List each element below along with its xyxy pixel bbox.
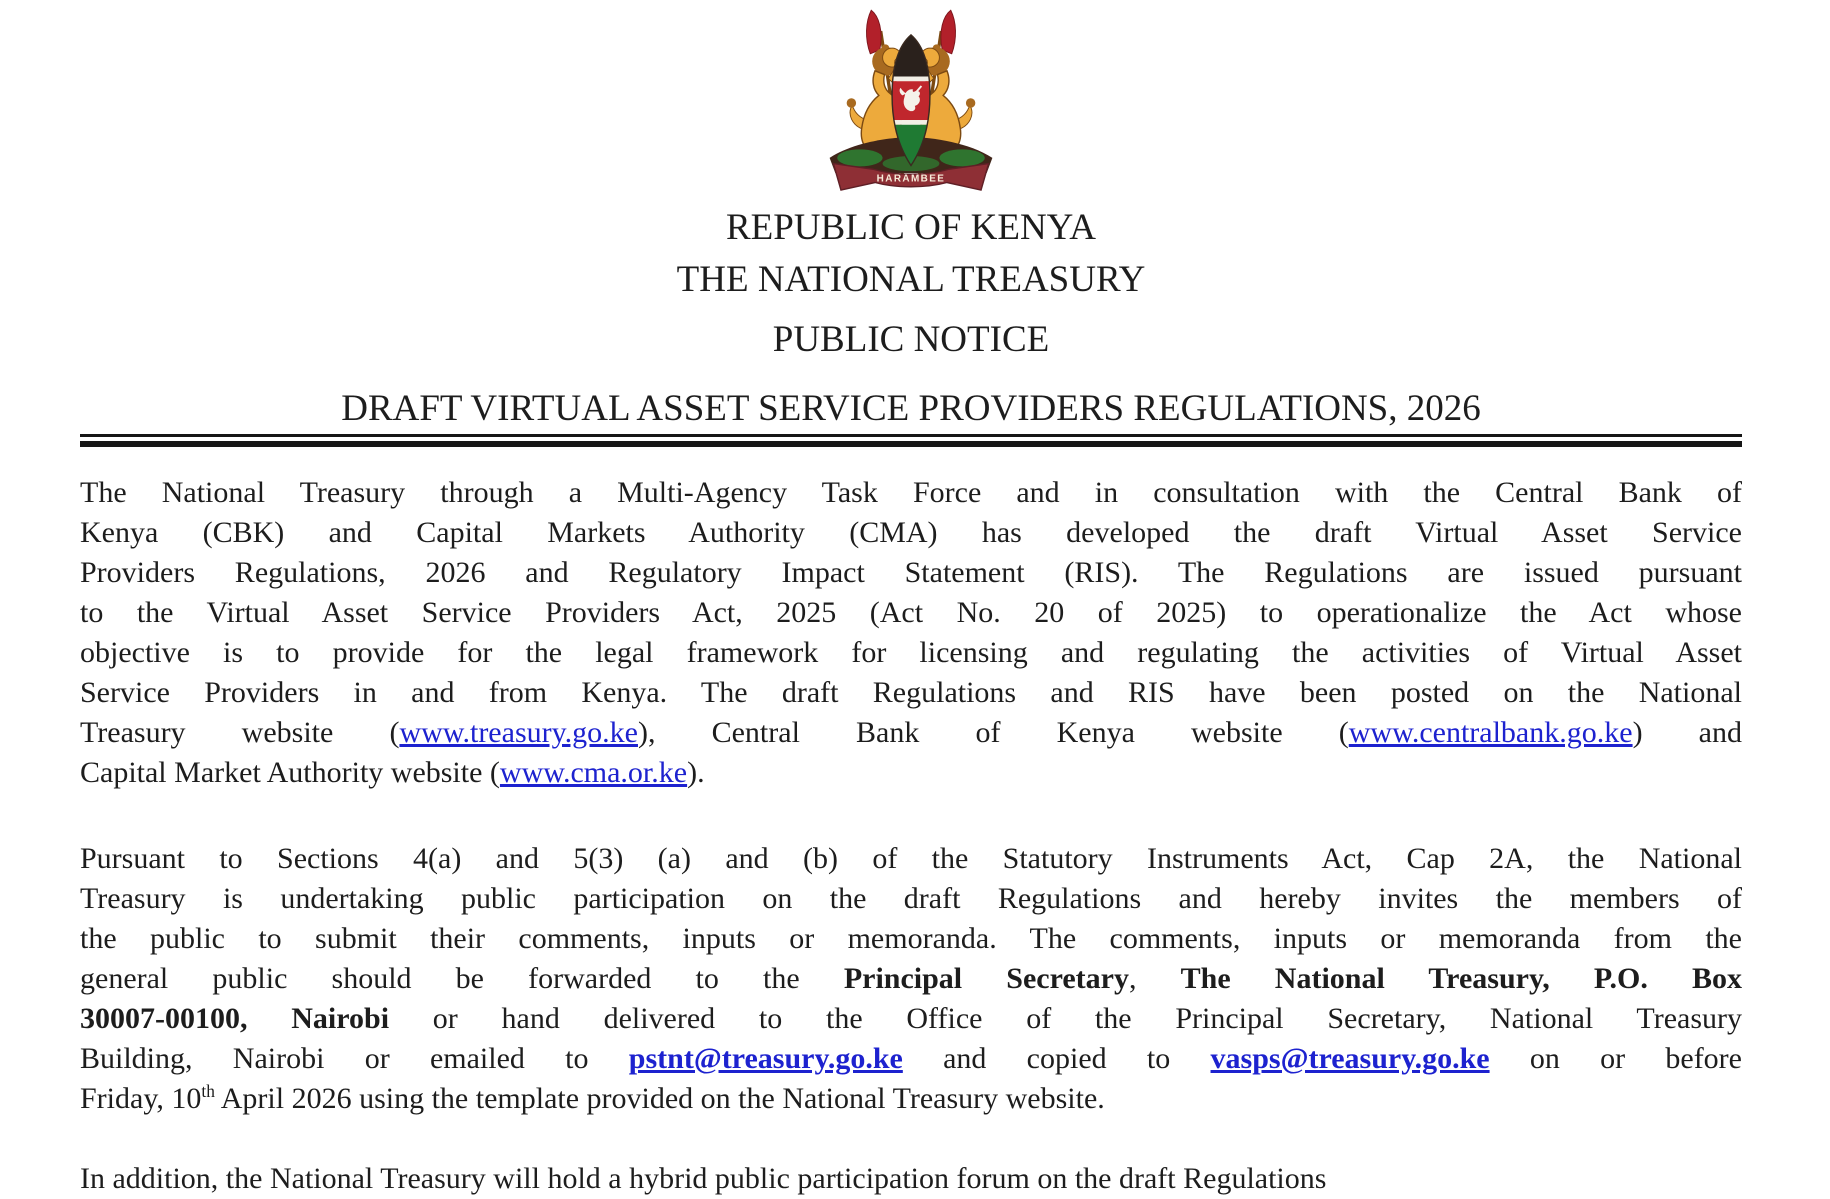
text-segment: The National Treasury through a Multi-Agency Task Force and in consultation with the Central Bank of <box>80 476 1742 509</box>
text-segment: In addition, the National Treasury will hold a hybrid public participation forum on the draft Regulations <box>80 1162 1327 1195</box>
institution-heading: THE NATIONAL TREASURY <box>676 259 1146 300</box>
centralbank-website-link[interactable]: www.centralbank.go.ke <box>1348 716 1633 749</box>
text-line <box>80 633 1742 673</box>
text-line <box>80 1159 1742 1199</box>
republic-heading: REPUBLIC OF KENYA <box>725 207 1097 248</box>
text-segment: th <box>201 1081 215 1101</box>
text-line <box>80 959 1742 999</box>
text-segment: Building, Nairobi or emailed to <box>80 1042 629 1075</box>
text-segment: general public should be forwarded to the <box>80 962 844 995</box>
notice-type-heading: PUBLIC NOTICE <box>772 319 1050 360</box>
text-segment: Capital Market Authority website ( <box>80 756 500 789</box>
text-segment: on or before <box>1489 1042 1742 1075</box>
text-line <box>80 999 1742 1039</box>
text-line <box>80 673 1742 713</box>
paragraph-2 <box>80 839 1742 1119</box>
text-line <box>80 1039 1742 1079</box>
text-segment: the public to submit their comments, inputs or memoranda. The comments, inputs or memoranda from the <box>80 922 1742 955</box>
kenya-coat-of-arms-icon <box>805 8 1017 198</box>
text-segment: and copied to <box>902 1042 1211 1075</box>
treasury-website-link[interactable]: www.treasury.go.ke <box>399 716 638 749</box>
text-segment: Kenya (CBK) and Capital Markets Authority (CMA) has developed the draft Virtual Asset Service <box>80 516 1742 549</box>
text-line <box>80 713 1742 753</box>
text-segment: ), Central Bank of Kenya website ( <box>637 716 1349 749</box>
text-segment: Service Providers in and from Kenya. The draft Regulations and RIS have been posted on the National <box>80 676 1742 709</box>
text-segment: Treasury is undertaking public participation on the draft Regulations and hereby invites the members of <box>80 882 1742 915</box>
text-segment: objective is to provide for the legal framework for licensing and regulating the activities of Virtual Asset <box>80 636 1742 669</box>
text-line <box>80 593 1742 633</box>
paragraph-1 <box>80 473 1742 793</box>
title-underline <box>80 434 1742 447</box>
text-segment: April 2026 using the template provided on the National Treasury website. <box>214 1082 1105 1115</box>
vasps-email-link[interactable]: vasps@treasury.go.ke <box>1210 1042 1490 1075</box>
text-segment: ). <box>687 756 705 789</box>
text-segment: or hand delivered to the Office of the Principal Secretary, National Treasury <box>389 1002 1742 1035</box>
text-segment: The National Treasury, P.O. Box <box>1180 962 1742 995</box>
paragraph-3-partial <box>80 1159 1742 1199</box>
text-segment: Providers Regulations, 2026 and Regulatory Impact Statement (RIS). The Regulations are issued pursuant <box>80 556 1742 589</box>
text-line <box>80 753 1742 793</box>
text-segment: 30007-00100, Nairobi <box>80 1002 390 1035</box>
text-segment: Principal Secretary <box>843 962 1129 995</box>
text-segment: , <box>1129 962 1181 995</box>
text-line <box>80 1079 1742 1119</box>
document-title: DRAFT VIRTUAL ASSET SERVICE PROVIDERS REGULATIONS, 2026 <box>341 388 1481 429</box>
pstnt-email-link[interactable]: pstnt@treasury.go.ke <box>628 1042 903 1075</box>
text-line <box>80 553 1742 593</box>
text-segment: ) and <box>1632 716 1742 749</box>
text-line <box>80 919 1742 959</box>
text-segment: Friday, 10 <box>80 1082 202 1115</box>
document-body <box>80 0 1742 1199</box>
text-segment: Treasury website ( <box>80 716 400 749</box>
text-line <box>80 473 1742 513</box>
harambee-motto: HARAMBEE <box>876 173 946 185</box>
text-line <box>80 513 1742 553</box>
cma-website-link[interactable]: www.cma.or.ke <box>499 756 688 789</box>
text-line <box>80 839 1742 879</box>
text-segment: to the Virtual Asset Service Providers Act, 2025 (Act No. 20 of 2025) to operationalize the Act whose <box>80 596 1742 629</box>
text-line <box>80 879 1742 919</box>
text-segment: Pursuant to Sections 4(a) and 5(3) (a) and (b) of the Statutory Instruments Act, Cap 2A, the National <box>80 842 1742 875</box>
